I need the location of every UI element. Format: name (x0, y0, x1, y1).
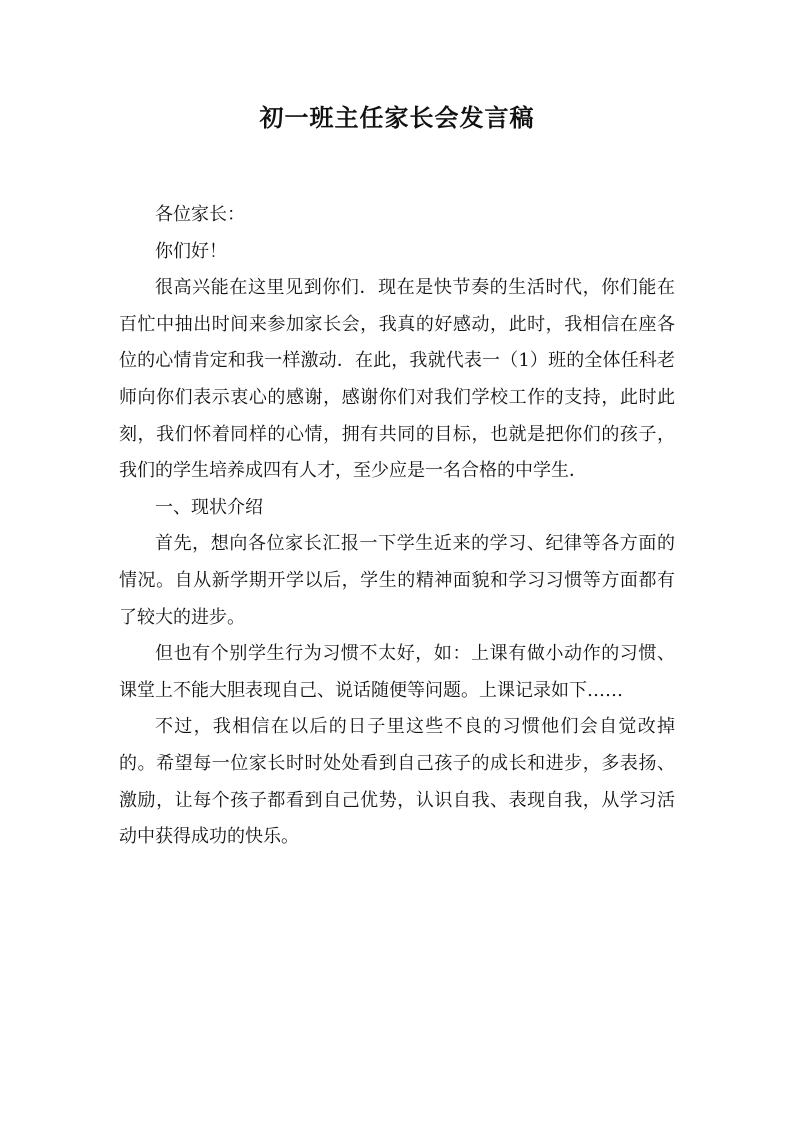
greeting-paragraph: 各位家长： (155, 204, 245, 225)
salutation-paragraph: 你们好！ (155, 240, 227, 262)
document-body (119, 197, 675, 856)
document-title: 初一班主任家长会发言稿 (259, 103, 535, 132)
issues-paragraph: 但也有个别学生行为习惯不太好，如：上课有做小动作的习惯、课堂上不能大胆表现自己、说话随便等问题。上课记录如下…… (119, 643, 675, 701)
intro-paragraph: 很高兴能在这里见到你们．现在是快节奏的生活时代，你们能在百忙中抽出时间来参加家长会，我真的好感动，此时，我相信在座各位的心情肯定和我一样激动．在此，我就代表一（1）班的全体任科老师向你们表示衷心的感谢，感谢你们对我们学校工作的支持，此时此刻，我们怀着同样的心情，拥有共同的目标，也就是把你们的孩子，我们的学生培养成四有人才，至少应是一名合格的中学生． (119, 277, 675, 482)
status-paragraph: 首先，想向各位家长汇报一下学生近来的学习、纪律等各方面的情况。自从新学期开学以后，学生的精神面貌和学习习惯等方面都有了较大的进步。 (119, 533, 675, 628)
section-heading: 一、现状介绍 (155, 496, 263, 518)
hope-paragraph: 不过，我相信在以后的日子里这些不良的习惯他们会自觉改掉的。希望每一位家长时时处处看到自己孩子的成长和进步，多表扬、激励，让每个孩子都看到自己优势，认识自我、表现自我，从学习活动中获得成功的快乐。 (119, 716, 675, 848)
